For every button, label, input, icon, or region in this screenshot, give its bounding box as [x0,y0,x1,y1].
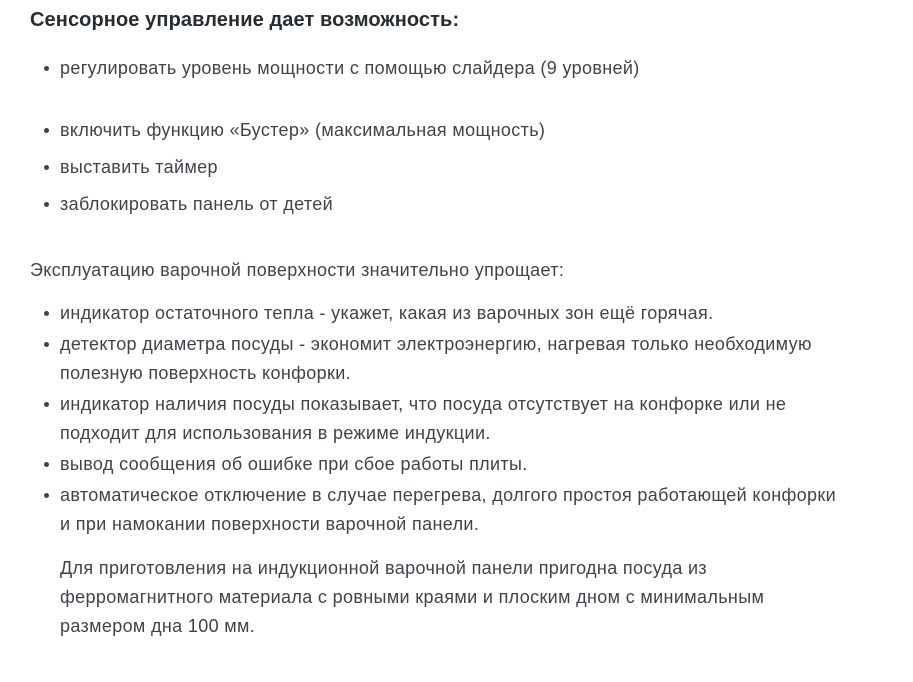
bullet-icon [44,462,49,467]
list-item [30,190,900,219]
bullet-icon [44,493,49,498]
list-item [30,299,900,328]
list-item-text: детектор диаметра посуды - экономит электроэнергию, нагревая только необходимую [60,334,812,354]
note-line: размером дна 100 мм. [60,616,256,636]
list-item-text: полезную поверхность конфорки. [60,363,351,383]
list-item [30,330,900,388]
bullet-icon [44,342,49,347]
note-paragraph [60,554,900,641]
bullet-icon [44,402,49,407]
bullet-icon [44,128,49,133]
list-item-text: и при намокании поверхности варочной панели. [60,514,480,534]
list-item [30,450,900,479]
list-item-text: регулировать уровень мощности с помощью слайдера (9 уровней) [60,58,640,78]
list-item-text: заблокировать панель от детей [60,194,334,214]
note-line: ферромагнитного материала с ровными краями и плоским дном с минимальным [60,587,765,607]
intro-paragraph: Эксплуатацию варочной поверхности значительно упрощает: [30,260,565,280]
bullet-icon [44,311,49,316]
list-item-text: включить функцию «Бустер» (максимальная мощность) [60,120,546,140]
list-item [30,54,900,83]
section-heading: Сенсорное управление дает возможность: [30,9,460,31]
note-line: Для приготовления на индукционной варочной панели пригодна посуда из [60,558,708,578]
list-item-text: выставить таймер [60,157,218,177]
bullet-icon [44,202,49,207]
bullet-icon [44,165,49,170]
list-item-text: автоматическое отключение в случае перегрева, долгого простоя работающей конфорки [60,485,837,505]
list-item [30,481,900,539]
list-item-text: вывод сообщения об ошибке при сбое работы плиты. [60,454,528,474]
list-item-text: подходит для использования в режиме индукции. [60,423,491,443]
list-item [30,390,900,448]
bullet-icon [44,66,49,71]
list-item-text: индикатор наличия посуды показывает, что посуда отсутствует на конфорке или не [60,394,787,414]
assist-list [30,299,900,539]
list-item [30,153,900,182]
list-item [30,116,900,145]
features-list [30,54,900,219]
list-item-text: индикатор остаточного тепла - укажет, какая из варочных зон ещё горячая. [60,303,714,323]
